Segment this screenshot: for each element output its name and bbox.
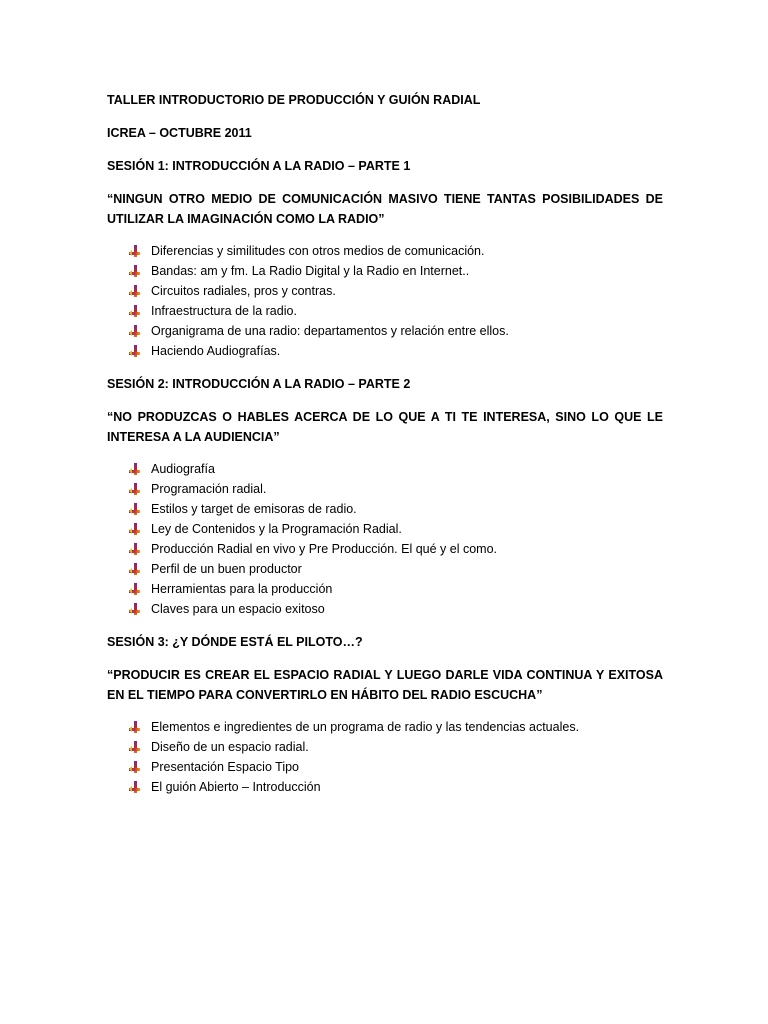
arrow-bullet-icon — [129, 285, 140, 297]
list-item — [107, 459, 663, 479]
arrow-bullet-icon — [129, 583, 140, 595]
list-item-text: Presentación Espacio Tipo — [151, 760, 300, 774]
arrow-bullet-icon — [129, 761, 140, 773]
session-2-heading: SESIÓN 2: INTRODUCCIÓN A LA RADIO – PARTE 2 — [107, 377, 411, 391]
list-item-text: Diseño de un espacio radial. — [151, 740, 309, 754]
list-item — [107, 717, 663, 737]
arrow-bullet-icon — [129, 503, 140, 515]
list-item — [107, 301, 663, 321]
session-1-heading: SESIÓN 1: INTRODUCCIÓN A LA RADIO – PARTE 1 — [107, 159, 411, 173]
list-item — [107, 321, 663, 341]
list-item — [107, 599, 663, 619]
session-3-heading: SESIÓN 3: ¿Y DÓNDE ESTÁ EL PILOTO…? — [107, 635, 363, 649]
arrow-bullet-icon — [129, 603, 140, 615]
list-item-text: Bandas: am y fm. La Radio Digital y la Radio en Internet.. — [151, 264, 470, 278]
arrow-bullet-icon — [129, 345, 140, 357]
list-item-text: Elementos e ingredientes de un programa de radio y las tendencias actuales. — [151, 720, 580, 734]
list-item-text: Producción Radial en vivo y Pre Producción. El qué y el como. — [151, 542, 498, 556]
list-item-text: Infraestructura de la radio. — [151, 304, 297, 318]
list-item — [107, 479, 663, 499]
session-2 — [107, 374, 663, 619]
arrow-bullet-icon — [129, 265, 140, 277]
list-item — [107, 777, 663, 797]
list-item-text: Herramientas para la producción — [151, 582, 333, 596]
list-item-text: Estilos y target de emisoras de radio. — [151, 502, 357, 516]
list-item-text: Audiografía — [151, 462, 215, 476]
session-3-quote: “PRODUCIR ES CREAR EL ESPACIO RADIAL Y LUEGO DARLE VIDA CONTINUA Y EXITOSA EN EL TIEMPO PARA CONVERTIRLO EN HÁBITO DEL RADIO ESCUCHA” — [107, 668, 663, 702]
session-2-list — [107, 459, 663, 619]
arrow-bullet-icon — [129, 305, 140, 317]
list-item — [107, 499, 663, 519]
session-3-list — [107, 717, 663, 797]
document-title: TALLER INTRODUCTORIO DE PRODUCCIÓN Y GUIÓN RADIAL — [107, 93, 481, 107]
arrow-bullet-icon — [129, 245, 140, 257]
arrow-bullet-icon — [129, 463, 140, 475]
session-1 — [107, 156, 663, 361]
list-item — [107, 539, 663, 559]
list-item-text: El guión Abierto – Introducción — [151, 780, 321, 794]
list-item-text: Diferencias y similitudes con otros medios de comunicación. — [151, 244, 485, 258]
list-item — [107, 241, 663, 261]
list-item — [107, 261, 663, 281]
arrow-bullet-icon — [129, 563, 140, 575]
list-item-text: Organigrama de una radio: departamentos y relación entre ellos. — [151, 324, 509, 338]
list-item — [107, 757, 663, 777]
arrow-bullet-icon — [129, 741, 140, 753]
arrow-bullet-icon — [129, 325, 140, 337]
session-1-quote: “NINGUN OTRO MEDIO DE COMUNICACIÓN MASIVO TIENE TANTAS POSIBILIDADES DE UTILIZAR LA IMAGINACIÓN COMO LA RADIO” — [107, 192, 663, 226]
document-content — [107, 90, 663, 797]
list-item — [107, 281, 663, 301]
list-item — [107, 579, 663, 599]
session-3 — [107, 632, 663, 797]
list-item-text: Perfil de un buen productor — [151, 562, 302, 576]
list-item-text: Programación radial. — [151, 482, 267, 496]
list-item-text: Claves para un espacio exitoso — [151, 602, 325, 616]
arrow-bullet-icon — [129, 721, 140, 733]
document-subtitle: ICREA – OCTUBRE 2011 — [107, 126, 252, 140]
arrow-bullet-icon — [129, 523, 140, 535]
arrow-bullet-icon — [129, 483, 140, 495]
arrow-bullet-icon — [129, 543, 140, 555]
list-item — [107, 341, 663, 361]
list-item-text: Circuitos radiales, pros y contras. — [151, 284, 336, 298]
list-item-text: Ley de Contenidos y la Programación Radial. — [151, 522, 402, 536]
arrow-bullet-icon — [129, 781, 140, 793]
session-1-list — [107, 241, 663, 361]
session-2-quote: “NO PRODUZCAS O HABLES ACERCA DE LO QUE A TI TE INTERESA, SINO LO QUE LE INTERESA A LA AUDIENCIA” — [107, 410, 663, 444]
list-item — [107, 519, 663, 539]
list-item-text: Haciendo Audiografías. — [151, 344, 281, 358]
list-item — [107, 559, 663, 579]
list-item — [107, 737, 663, 757]
